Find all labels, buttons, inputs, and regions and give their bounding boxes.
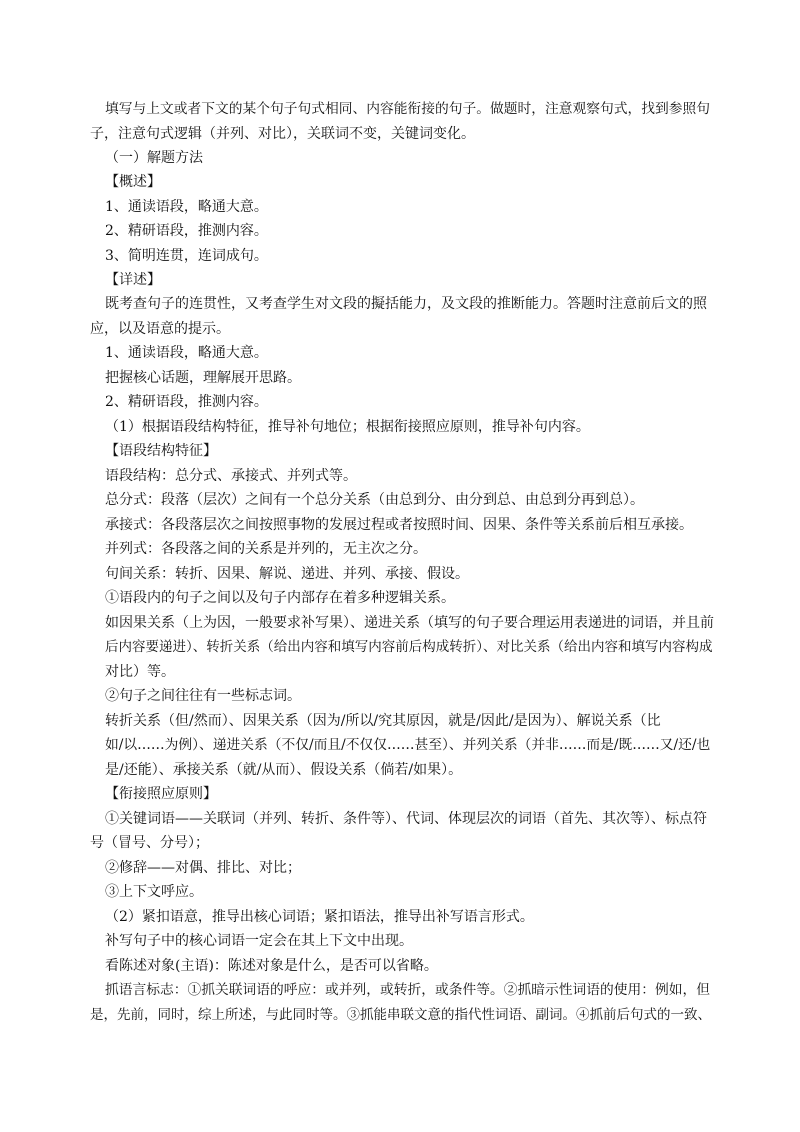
text-line: 既考查句子的连贯性，又考查学生对文段的擬括能力，及文段的推断能力。答题时注意前后文的照 bbox=[105, 296, 707, 312]
text-line: （1）根据语段结构特征，推导补句地位；根据衔接照应原则，推导补句内容。 bbox=[105, 419, 590, 435]
text-line: 2、精研语段，推测内容。 bbox=[105, 223, 268, 239]
text-line: 1、通读语段，略通大意。 bbox=[105, 345, 268, 361]
text-line: 抓语言标志：①抓关联词语的呼应：或并列，或转折，或条件等。②抓暗示性词语的使用：例如，但 bbox=[105, 982, 711, 998]
section-heading: （一）解题方法 bbox=[105, 150, 203, 166]
text-line: （2）紧扣语意，推导出核心词语；紧扣语法，推导出补写语言形式。 bbox=[105, 909, 534, 925]
text-line: 后内容要递进）、转折关系（给出内容和填写内容前后构成转折）、对比关系（给出内容和填写内容构成 bbox=[105, 639, 713, 655]
text-line: 承接式：各段落层次之间按照事物的发展过程或者按照时间、因果、条件等关系前后相互承接。 bbox=[105, 517, 693, 533]
text-line: 号（冒号、分号）； bbox=[90, 835, 209, 851]
text-line: 是/还能）、承接关系（就/从而）、假设关系（倘若/如果）。 bbox=[105, 762, 463, 778]
text-line: 对比）等。 bbox=[105, 664, 175, 680]
text-line: ①关键词语——关联词（并列、转折、条件等）、代词、体现层次的词语（首先、其次等）、标点符 bbox=[105, 811, 707, 827]
text-line: ②修辞——对偶、排比、对比； bbox=[105, 860, 301, 876]
text-line: 并列式：各段落之间的关系是并列的，无主次之分。 bbox=[105, 541, 427, 557]
text-line: 应，以及语意的提示。 bbox=[90, 321, 230, 337]
text-line: 看陈述对象(主语)：陈述对象是什么，是否可以省略。 bbox=[105, 958, 438, 974]
section-heading: 【详述】 bbox=[105, 272, 161, 288]
text-line: 如因果关系（上为因，一般要求补写果）、递进关系（填写的句子要合理运用表递进的词语，并且前 bbox=[105, 615, 714, 631]
text-line: 总分式：段落（层次）之间有一个总分关系（由总到分、由分到总、由总到分再到总）。 bbox=[105, 492, 644, 508]
text-line: 填写与上文或者下文的某个句子句式相同、内容能衔接的句子。做题时，注意观察句式，找到参照句 bbox=[105, 101, 711, 117]
text-line: 3、简明连贯，连词成句。 bbox=[105, 248, 268, 264]
text-line: ①语段内的句子之间以及句子内部存在着多种逻辑关系。 bbox=[105, 590, 455, 606]
text-line: 转折关系（但/然而）、因果关系（因为/所以/究其原因，就是/因此/是因为）、解说关系（比 bbox=[105, 713, 661, 729]
text-line: 1、通读语段，略通大意。 bbox=[105, 199, 268, 215]
text-line: 句间关系：转折、因果、解说、递进、并列、承接、假设。 bbox=[105, 566, 469, 582]
text-line: 2、精研语段，推测内容。 bbox=[105, 394, 268, 410]
section-heading: 【概述】 bbox=[105, 174, 161, 190]
text-line: 把握核心话题，理解展开思路。 bbox=[105, 370, 301, 386]
section-heading: 【衔接照应原则】 bbox=[105, 786, 217, 802]
section-heading: 【语段结构特征】 bbox=[105, 443, 217, 459]
text-line: ③上下文呼应。 bbox=[105, 884, 203, 900]
text-line: 子，注意句式逻辑（并列、对比），关联词不变，关键词变化。 bbox=[90, 126, 475, 142]
text-line: 补写句子中的核心词语一定会在其上下文中出现。 bbox=[105, 933, 413, 949]
text-line: 语段结构：总分式、承接式、并列式等。 bbox=[105, 468, 357, 484]
text-line: 如/以……为例）、递进关系（不仅/而且/不仅仅……甚至）、并列关系（并非……而是/既……又/还/也 bbox=[105, 737, 711, 753]
text-line: ②句子之间往往有一些标志词。 bbox=[105, 688, 301, 704]
text-line: 是，先前，同时，综上所述，与此同时等。③抓能串联文意的指代性词语、副词。④抓前后句式的一致、 bbox=[90, 1007, 711, 1023]
